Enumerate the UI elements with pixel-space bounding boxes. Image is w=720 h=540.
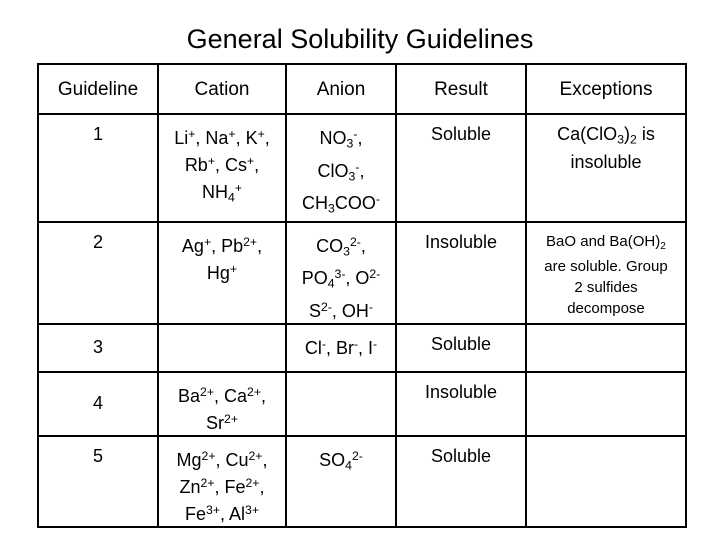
cation-cell [158, 324, 286, 372]
anion-cell: Cl-, Br-, I- [286, 324, 396, 372]
exceptions-cell [526, 372, 686, 436]
anion-cell: $NO_3^-$, ClO$_3$-, $CH_3COO^-$ [286, 114, 396, 222]
table-row [38, 324, 686, 372]
result-cell: Insoluble [396, 222, 526, 324]
header-guideline: Guideline [38, 64, 158, 114]
header-row [38, 64, 686, 114]
anion-cell: $SO_4^{2-}$ [286, 436, 396, 527]
result-cell: Soluble [396, 114, 526, 222]
guideline-number: 5 [38, 436, 158, 527]
table-row [38, 372, 686, 436]
cation-cell: Li+, Na+, K+, Rb+, Cs+, $NH_4^+$ [158, 114, 286, 222]
exceptions-cell: BaO and $Ba(OH)_2$ are soluble. Group 2 sulfides decompose [526, 222, 686, 324]
guideline-number: 4 [38, 372, 158, 436]
exceptions-cell [526, 436, 686, 527]
guideline-number: 2 [38, 222, 158, 324]
table-row [38, 222, 686, 324]
header-anion: Anion [286, 64, 396, 114]
anion-cell [286, 372, 396, 436]
guideline-number: 3 [38, 324, 158, 372]
anion-cell: $CO_3^{2-}$, $PO_4^{3-}$, $O^{2-}$ $S^{2-}$, OH- [286, 222, 396, 324]
result-cell: Soluble [396, 324, 526, 372]
header-cation: Cation [158, 64, 286, 114]
header-exceptions: Exceptions [526, 64, 686, 114]
header-result: Result [396, 64, 526, 114]
table-row [38, 436, 686, 527]
result-cell: Insoluble [396, 372, 526, 436]
table-row [38, 114, 686, 222]
exceptions-cell [526, 324, 686, 372]
guideline-number: 1 [38, 114, 158, 222]
page-title: General Solubility Guidelines [186, 24, 534, 54]
cation-cell: $Ba^{2+}$, $Ca^{2+}$, $Sr^{2+}$ [158, 372, 286, 436]
result-cell: Soluble [396, 436, 526, 527]
solubility-table [37, 63, 687, 528]
cation-cell: $Mg^{2+}$, $Cu^{2+}$, $Zn^{2+}$, $Fe^{2+}$, $Fe^{3+}$, $Al^{3+}$ [158, 436, 286, 527]
exceptions-cell: $Ca(ClO_3)_2$ is insoluble [526, 114, 686, 222]
cation-cell: Ag+, $Pb^{2+}$, Hg+ [158, 222, 286, 324]
